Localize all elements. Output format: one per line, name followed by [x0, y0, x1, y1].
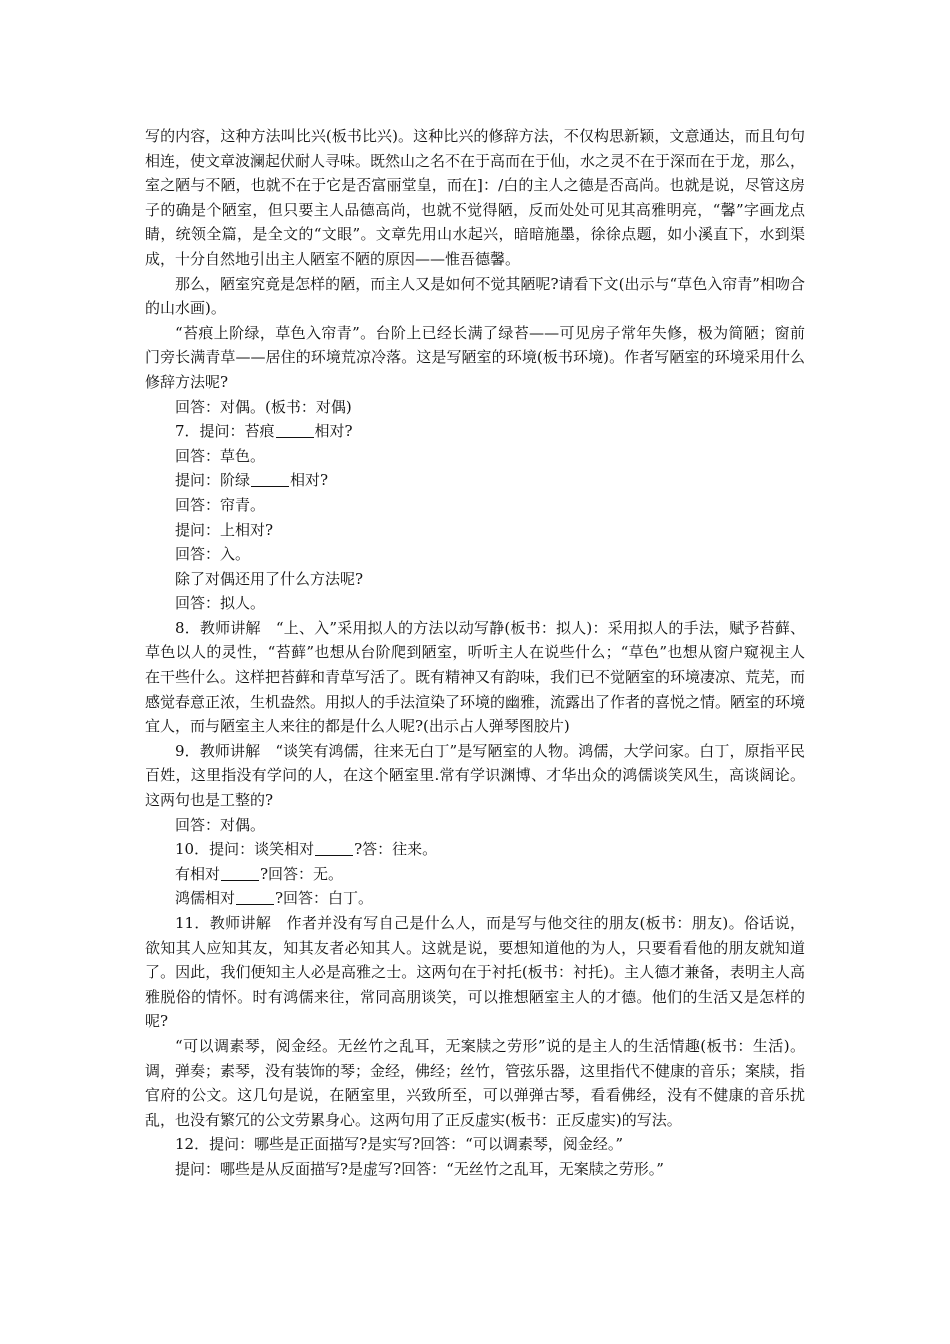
question-line	[145, 886, 805, 911]
paragraph-life: “可以调素琴，阅金经。无丝竹之乱耳，无案牍之劳形”说的是主人的生活情趣(板书：生活)。调，弹奏；素琴，没有装饰的琴；金经，佛经；丝竹，管弦乐器，这里指代不健康的音乐；案牍，指官府的公文。这几句是说，在陋室里，兴致所至，可以弹弹古琴，看看佛经，没有不健康的音乐扰乱，也没有繁冗的公文劳累身心。这两句用了正反虚实(板书：正反虚实)的写法。	[145, 1036, 806, 1129]
question-text: 相对?	[290, 471, 329, 490]
question-text: 相对?	[314, 422, 353, 441]
answer-line: 回答：帘青。	[175, 495, 266, 514]
question-12: 12．提问：哪些是正面描写?是实写?回答：“可以调素琴，阅金经。”	[175, 1135, 624, 1154]
question-7	[145, 419, 805, 444]
answer-line: 回答：入。	[175, 545, 251, 564]
paragraph-teacher-9: 9．教师讲解 “谈笑有鸿儒，往来无白丁”是写陋室的人物。鸿儒，大学问家。白丁，原指平民百姓，这里指没有学问的人，在这个陋室里.常有学识渊博、才华出众的鸿儒谈笑风生，高谈阔论。这两句也是工整的?	[145, 741, 805, 810]
question-text: 有相对	[175, 864, 221, 883]
question-text: 7．提问：苔痕	[175, 422, 275, 441]
answer-duiou: 回答：对偶。(板书：对偶)	[175, 397, 352, 416]
question-text: 鸿儒相对	[175, 889, 236, 908]
question-line	[145, 862, 805, 887]
fill-blank	[251, 472, 289, 487]
paragraph-teacher-11: 11．教师讲解 作者并没有写自己是什么人，而是写与他交往的朋友(板书：朋友)。俗话说，欲知其人应知其友，知其友者必知其人。这就是说，要想知道他的为人，只要看看他的朋友就知道了。因此，我们便知主人必是高雅之士。这两句在于衬托(板书：衬托)。主人德才兼备，表明主人高雅脱俗的情怀。时有鸿儒来往，常同高朋谈笑，可以推想陋室主人的才德。他们的生活又是怎样的呢?	[145, 914, 805, 1031]
answer-line: 回答：草色。	[175, 446, 266, 465]
question-line	[145, 468, 805, 493]
fill-blank	[315, 841, 353, 856]
question-text: ?答：往来。	[354, 840, 438, 859]
question-text: 10．提问：谈笑相对	[175, 840, 315, 859]
answer-line: 回答：对偶。	[175, 815, 266, 834]
question-line: 提问：上相对?	[175, 520, 274, 539]
answer-line: 回答：拟人。	[175, 594, 266, 613]
question-text: 提问：阶绿	[175, 471, 251, 490]
fill-blank	[221, 866, 259, 881]
document-page	[145, 124, 805, 1182]
question-line: 提问：哪些是从反面描写?是虚写?回答：“无丝竹之乱耳，无案牍之劳形。”	[175, 1159, 664, 1178]
paragraph-question-lou: 那么，陋室究竟是怎样的陋，而主人又是如何不觉其陋呢?请看下文(出示与“草色入帘青”相吻合的山水画)。	[145, 274, 805, 318]
paragraph-teacher-8: 8．教师讲解 “上、入”采用拟人的方法以动写静(板书：拟人)：采用拟人的手法，赋予苔藓、草色以人的灵性，“苔藓”也想从台阶爬到陋室，听听主人在说些什么；“草色”也想从窗户窥视主人在干些什么。这样把苔藓和青草写活了。既有精神又有韵味，我们已不觉陋室的环境凄凉、荒芜，而感觉春意正浓，生机盎然。用拟人的手法渲染了环境的幽雅，流露出了作者的喜悦之情。陋室的环境宜人，而与陋室主人来往的都是什么人呢?(出示占人弹琴图胶片)	[145, 618, 806, 736]
paragraph-environment: “苔痕上阶绿，草色入帘青”。台阶上已经长满了绿苔——可见房子常年失修，极为简陋；窗前门旁长满青草——居住的环境荒凉冷落。这是写陋室的环境(板书环境)。作者写陋室的环境采用什么修辞方法呢?	[145, 323, 805, 391]
question-text: ?回答：白丁。	[275, 889, 374, 908]
question-10	[145, 837, 805, 862]
paragraph-bixing: 写的内容，这种方法叫比兴(板书比兴)。这种比兴的修辞方法，不仅构思新颖，文意通达，而且句句相连，使文章波澜起伏耐人寻味。既然山之名不在于高而在于仙，水之灵不在于深而在于龙，那么，室之陋与不陋，也就不在于它是否富丽堂皇，而在]：/白的主人之德是否高尚。也就是说，尽管这房子的确是个陋室，但只要主人品德高尚，也就不觉得陋，反而处处可见其高雅明亮，“馨”字画龙点睛，统领全篇，是全文的“文眼”。文章先用山水起兴，暗暗施墨，徐徐点题，如小溪直下，水到渠成，十分自然地引出主人陋室不陋的原因——惟吾德馨。	[145, 127, 806, 268]
question-line: 除了对偶还用了什么方法呢?	[175, 569, 364, 588]
question-text: ?回答：无。	[260, 864, 344, 883]
fill-blank	[236, 890, 274, 905]
fill-blank	[276, 423, 314, 438]
